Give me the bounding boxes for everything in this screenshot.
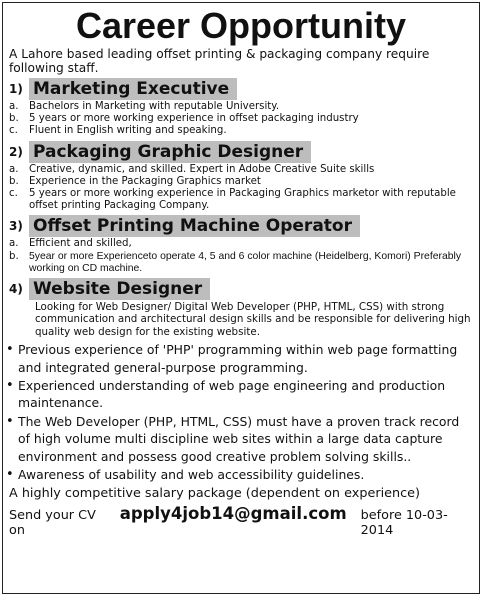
item-text: Fluent in English writing and speaking. — [29, 125, 227, 137]
bullet-icon: • — [6, 378, 14, 394]
bullet-text: Experienced understanding of web page engineering and production maintenance. — [18, 378, 446, 411]
bullet-icon: • — [6, 342, 14, 358]
bullet-text: Awareness of usability and web accessibility guidelines. — [18, 467, 365, 483]
section-number: 3) — [9, 219, 23, 234]
list-item — [3, 188, 479, 212]
item-letter: b. — [9, 113, 19, 125]
deadline-text: before 10-03-2014 — [360, 507, 448, 538]
item-text: 5 years or more working experience in Packaging Graphics marketor with reputable offset printing Packaging Company. — [29, 188, 456, 212]
item-text: 5year or more Experienceto operate 4, 5 and 6 color machine (Heidelberg, Komori) Preferably working on CD machine. — [29, 250, 462, 274]
section-website-designer — [3, 278, 479, 338]
section-number: 4) — [9, 282, 23, 297]
item-letter: a. — [9, 163, 19, 175]
item-letter: b. — [9, 250, 19, 262]
section-offset-printing-operator — [3, 215, 479, 275]
bullet-icon: • — [6, 467, 14, 483]
section-header — [3, 278, 479, 300]
list-item — [3, 238, 479, 250]
list-item — [3, 164, 479, 176]
section-description: Looking for Web Designer/ Digital Web Developer (PHP, HTML, CSS) with strong communication and architectural design skills and be responsible for delivering high quality web design for the existing website. — [35, 301, 471, 338]
item-letter: c. — [9, 188, 18, 200]
section-heading: Offset Printing Machine Operator — [29, 215, 360, 237]
section-header — [3, 215, 479, 237]
bullet-item — [3, 341, 479, 376]
item-letter: b. — [9, 175, 19, 187]
item-text: Experience in the Packaging Graphics market — [29, 175, 261, 187]
bullet-item — [3, 413, 479, 465]
list-item — [3, 251, 479, 275]
requirement-list — [3, 164, 479, 213]
requirement-list — [3, 101, 479, 138]
section-number: 2) — [9, 144, 23, 159]
bullet-text: The Web Developer (PHP, HTML, CSS) must have a proven track record of high volume multi discipline web sites within a large data capture environment and possess good creative problem solving skills.. — [18, 413, 460, 464]
send-prefix: Send your CV on — [9, 507, 96, 538]
item-letter: c. — [9, 125, 18, 137]
item-text: Efficient and skilled, — [29, 238, 132, 250]
section-heading: Marketing Executive — [29, 78, 237, 100]
page-title: Career Opportunity — [75, 5, 407, 46]
email-address: apply4job14@gmail.com — [119, 503, 347, 523]
list-item — [3, 176, 479, 188]
list-item — [3, 113, 479, 125]
bullet-list — [3, 341, 479, 483]
section-header — [3, 141, 479, 163]
item-text: Creative, dynamic, and skilled. Expert in Adobe Creative Suite skills — [29, 163, 375, 175]
list-item — [3, 101, 479, 113]
bullet-item — [3, 466, 479, 483]
requirement-list — [3, 238, 479, 275]
section-marketing-executive — [3, 78, 479, 138]
item-letter: a. — [9, 101, 19, 112]
section-number: 1) — [9, 82, 23, 96]
section-packaging-graphic-designer — [3, 141, 479, 213]
salary-text: A highly competitive salary package (dependent on experience) — [9, 485, 421, 501]
send-cv-line — [9, 504, 479, 538]
list-item — [3, 125, 479, 137]
bullet-icon: • — [6, 413, 14, 429]
job-advertisement — [2, 2, 480, 594]
section-header — [3, 78, 479, 100]
bullet-item — [3, 377, 479, 412]
section-heading: Website Designer — [29, 278, 210, 300]
item-text: Bachelors in Marketing with reputable University. — [29, 101, 280, 112]
section-heading: Packaging Graphic Designer — [29, 141, 311, 163]
intro-text: A Lahore based leading offset printing & packaging company require following staff. — [9, 47, 430, 75]
bullet-text: Previous experience of 'PHP' programming within web page formatting and integrated general-purpose programming. — [18, 342, 458, 375]
item-text: 5 years or more working experience in offset packaging industry — [29, 113, 359, 125]
item-letter: a. — [9, 238, 19, 250]
